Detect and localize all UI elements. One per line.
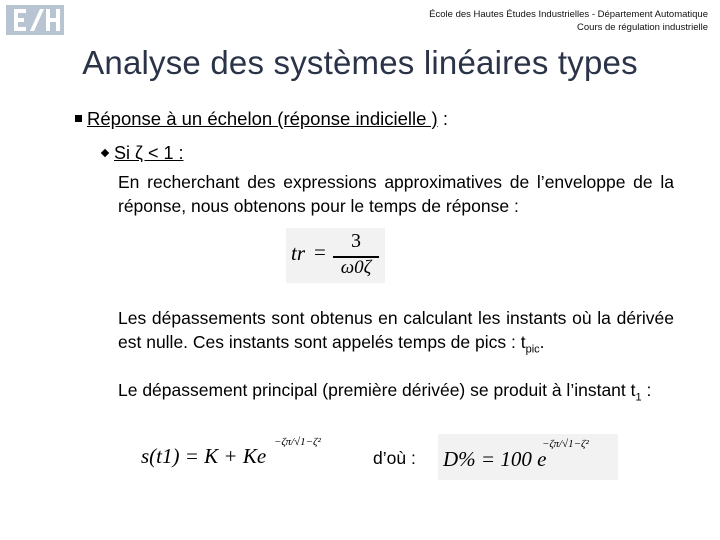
paragraph-main-overshoot-text: Le dépassement principal (première dérivée) se produit à l’instant t — [118, 380, 636, 400]
bullet-zeta-condition-label: Si ζ < 1 : — [114, 143, 184, 163]
paragraph-overshoot-text: Les dépassements sont obtenus en calculant les instants où la dérivée est nulle. Ces instants sont appelés temps de pics : t — [118, 308, 674, 352]
header-line-1: École des Hautes Études Industrielles - Département Automatique — [429, 9, 708, 20]
bullet-step-response-label: Réponse à un échelon (réponse indicielle ) — [87, 108, 438, 129]
paragraph-main-overshoot-sub: 1 — [635, 391, 642, 404]
diamond-bullet-icon — [101, 149, 109, 157]
eq1-lhs: tr — [291, 241, 306, 265]
equation-overshoot-percent — [438, 434, 618, 480]
label-dou: d’où : — [373, 448, 416, 468]
paragraph-overshoot-sub: pic — [525, 343, 540, 356]
paragraph-main-overshoot — [118, 378, 674, 410]
eq1-denominator: ω0ζ — [340, 257, 372, 278]
bullet-step-response-colon: : — [437, 108, 448, 129]
slide-title: Analyse des systèmes linéaires types — [82, 44, 638, 81]
bullet-zeta-condition — [102, 143, 183, 164]
eq3-exponent: −ζπ/√1−ζ² — [542, 438, 589, 450]
paragraph-overshoot-end: . — [539, 332, 545, 352]
eq3-text: D% = 100 e — [443, 447, 547, 471]
header-line-2: Cours de régulation industrielle — [577, 22, 708, 33]
bullet-step-response — [75, 108, 448, 130]
ehei-logo — [6, 5, 64, 35]
eq2-text: s(t1) = K + Ke — [141, 444, 267, 468]
equation-response-time: tr = 3 ω0ζ — [286, 228, 385, 283]
eq1-numerator: 3 — [351, 230, 361, 252]
paragraph-main-overshoot-end: : — [641, 380, 652, 400]
paragraph-envelope: En recherchant des expressions approximatives de l’enveloppe de la réponse, nous obtenons pour le temps de réponse : — [118, 172, 674, 216]
header-info — [429, 8, 708, 34]
eq2-exponent: −ζπ/√1−ζ² — [274, 436, 321, 448]
square-bullet-icon — [75, 115, 82, 122]
paragraph-overshoot — [118, 306, 674, 362]
equation-peak-value — [139, 432, 359, 478]
